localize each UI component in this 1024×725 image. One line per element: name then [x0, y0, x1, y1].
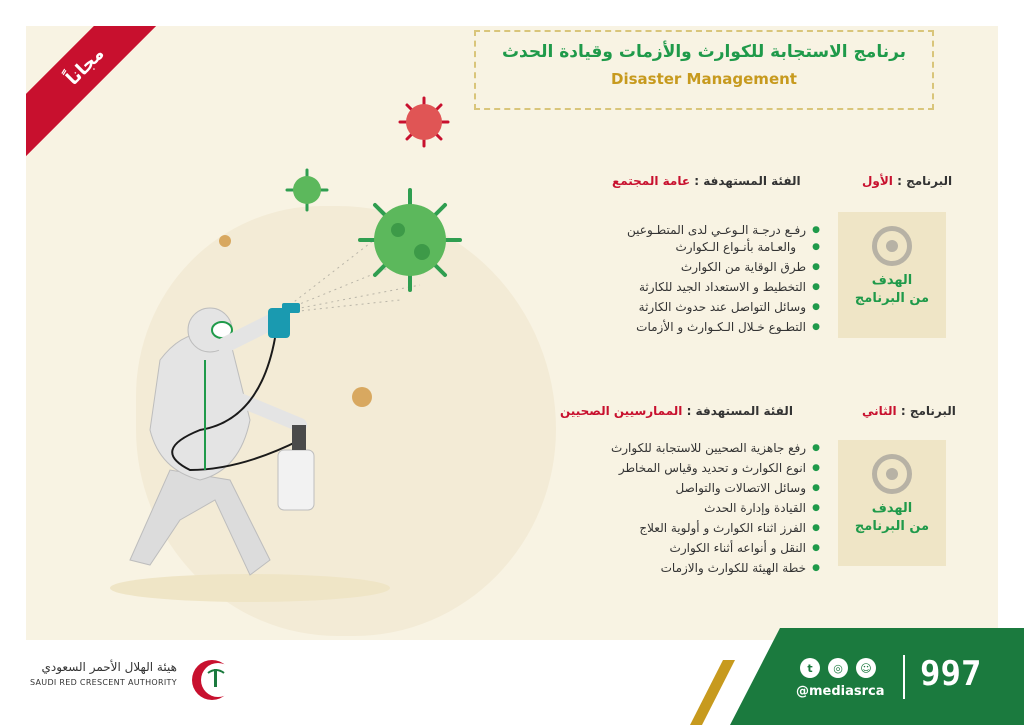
list-item: ● التخطيط و الاستعداد الجيد للكارثة [570, 279, 820, 296]
list-item: ● الفرز اثناء الكوارث و أولوية العلاج [570, 520, 820, 537]
program1-target-value: عامة المجتمع [612, 174, 691, 188]
program2-target [560, 404, 793, 418]
list-item: ● طرق الوقاية من الكوارث [570, 259, 820, 276]
title-box [474, 30, 934, 110]
program1-target [612, 174, 801, 188]
program2-target-value: الممارسيين الصحيين [560, 404, 683, 418]
twitter-icon[interactable]: t [800, 658, 820, 678]
program2-target-label: الفئة المستهدفة : [686, 404, 793, 418]
program1-target-label: الفئة المستهدفة : [694, 174, 801, 188]
list-item: ● القيادة وإدارة الحدث [570, 500, 820, 517]
target-icon [872, 454, 912, 494]
program1-program-value: الأول [862, 174, 893, 188]
target-icon [872, 226, 912, 266]
list-item: ● وسائل الاتصالات والتواصل [570, 480, 820, 497]
list-item: ● والعـامة بأنـواع الـكوارث [570, 239, 820, 256]
program2-bullet-list [570, 440, 820, 580]
program1-goal-line1: الهدف [871, 273, 913, 288]
program2-goal-box [838, 440, 946, 566]
social-handle[interactable]: @mediasrca [796, 684, 885, 699]
title-arabic: برنامج الاستجابة للكوارث والأزمات وقيادة الحدث [501, 42, 907, 62]
list-item: ● رفع جاهزية الصحيين للاستجابة للكوارث [570, 440, 820, 457]
list-item: ● التطـوع خـلال الـكـوارث و الأزمات [570, 319, 820, 336]
list-item: ● خطة الهيئة للكوارث والازمات [570, 560, 820, 577]
list-item: ● انوع الكوارث و تحديد وقياس المخاطر [570, 460, 820, 477]
program1-bullet-list [570, 222, 820, 339]
virus-large-icon [360, 190, 460, 290]
social-icons [800, 658, 876, 678]
virus-tan-icon [219, 235, 372, 407]
red-crescent-logo [188, 655, 234, 705]
org-name [30, 660, 177, 687]
org-name-english: SAUDI RED CRESCENT AUTHORITY [30, 678, 177, 687]
program2-goal-line2: من البرنامج [854, 519, 930, 534]
title-english: Disaster Management [611, 70, 797, 88]
instagram-icon[interactable]: ◎ [828, 658, 848, 678]
program1-program-label: البرنامج : [897, 174, 953, 188]
program2-program-value: الثاني [862, 404, 897, 418]
org-name-arabic: هيئة الهلال الأحمر السعودي [41, 660, 177, 674]
footer-divider [903, 655, 905, 699]
program1-goal-box [838, 212, 946, 338]
list-item: ● رفـع درجـة الـوعـي لدى المتطـوعين [570, 222, 820, 239]
list-item: ● النقل و أنواعه أثناء الكوارث [570, 540, 820, 557]
program1-label [862, 174, 952, 188]
free-ribbon-label: مجاناً [61, 42, 109, 90]
program2-label [862, 404, 956, 418]
list-item: ● وسائل التواصل عند حدوث الكارثة [570, 299, 820, 316]
hotline-number: 997 [920, 654, 982, 694]
virus-red-icon [400, 98, 448, 146]
snapchat-icon[interactable]: ☺ [856, 658, 876, 678]
worker-figure [130, 303, 314, 575]
program1-goal-line2: من البرنامج [854, 291, 930, 306]
virus-small-icon [287, 170, 327, 210]
program2-goal-line1: الهدف [871, 501, 913, 516]
program2-program-label: البرنامج : [900, 404, 956, 418]
